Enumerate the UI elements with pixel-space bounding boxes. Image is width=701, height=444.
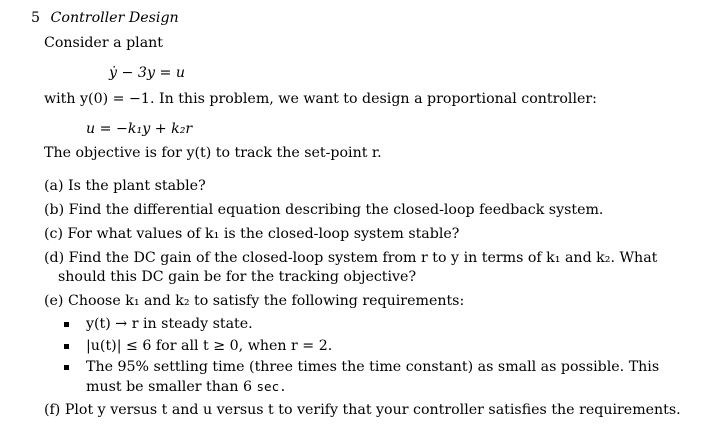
requirement-2: |u(t)| ≤ 6 for all t ≥ 0, when r = 2.	[86, 338, 333, 354]
question-e	[44, 292, 464, 310]
question-e-text: Choose k₁ and k₂ to satisfy the following requirements:	[67, 293, 465, 309]
question-a-text: Is the plant stable?	[68, 178, 206, 194]
question-a-label: (a)	[44, 178, 64, 194]
question-e-label: (e)	[44, 293, 64, 309]
question-d-line2: should this DC gain be for the tracking objective?	[58, 269, 417, 285]
question-c-label: (c)	[44, 226, 64, 242]
question-f	[44, 401, 681, 419]
intro-text: Consider a plant	[44, 35, 164, 51]
question-c-text: For what values of k₁ is the closed-loop system stable?	[67, 226, 460, 242]
requirement-3-line2	[86, 378, 287, 396]
section-number: 5	[31, 10, 41, 26]
requirement-3-unit: sec.	[256, 379, 287, 394]
question-b-label: (b)	[44, 202, 65, 218]
bullet-icon	[64, 322, 69, 327]
question-c	[44, 225, 459, 243]
objective-text: The objective is for y(t) to track the set-point r.	[44, 145, 382, 161]
bullet-icon	[64, 365, 69, 370]
requirement-1: y(t) → r in steady state.	[86, 316, 253, 332]
question-b	[44, 201, 603, 219]
question-f-label: (f)	[44, 402, 61, 418]
section-title: Controller Design	[50, 10, 179, 26]
question-d	[44, 249, 657, 267]
section-heading	[31, 9, 179, 27]
question-d-line1: Find the DC gain of the closed-loop system from r to y in terms of k₁ and k₂. What	[68, 250, 658, 266]
requirement-3-line1: The 95% settling time (three times the time constant) as small as possible. This	[86, 359, 660, 375]
plant-equation: ẏ − 3y = u	[109, 65, 186, 81]
initial-condition-text: with y(0) = −1. In this problem, we want to design a proportional controller:	[44, 91, 597, 107]
question-f-text: Plot y versus t and u versus t to verify that your controller satisfies the requirements.	[64, 402, 681, 418]
question-b-text: Find the differential equation describing the closed-loop feedback system.	[68, 202, 604, 218]
question-d-label: (d)	[44, 250, 65, 266]
question-a	[44, 177, 206, 195]
bullet-icon	[64, 344, 69, 349]
requirement-3-prefix: must be smaller than 6	[86, 379, 252, 395]
controller-equation: u = −k₁y + k₂r	[86, 121, 193, 137]
